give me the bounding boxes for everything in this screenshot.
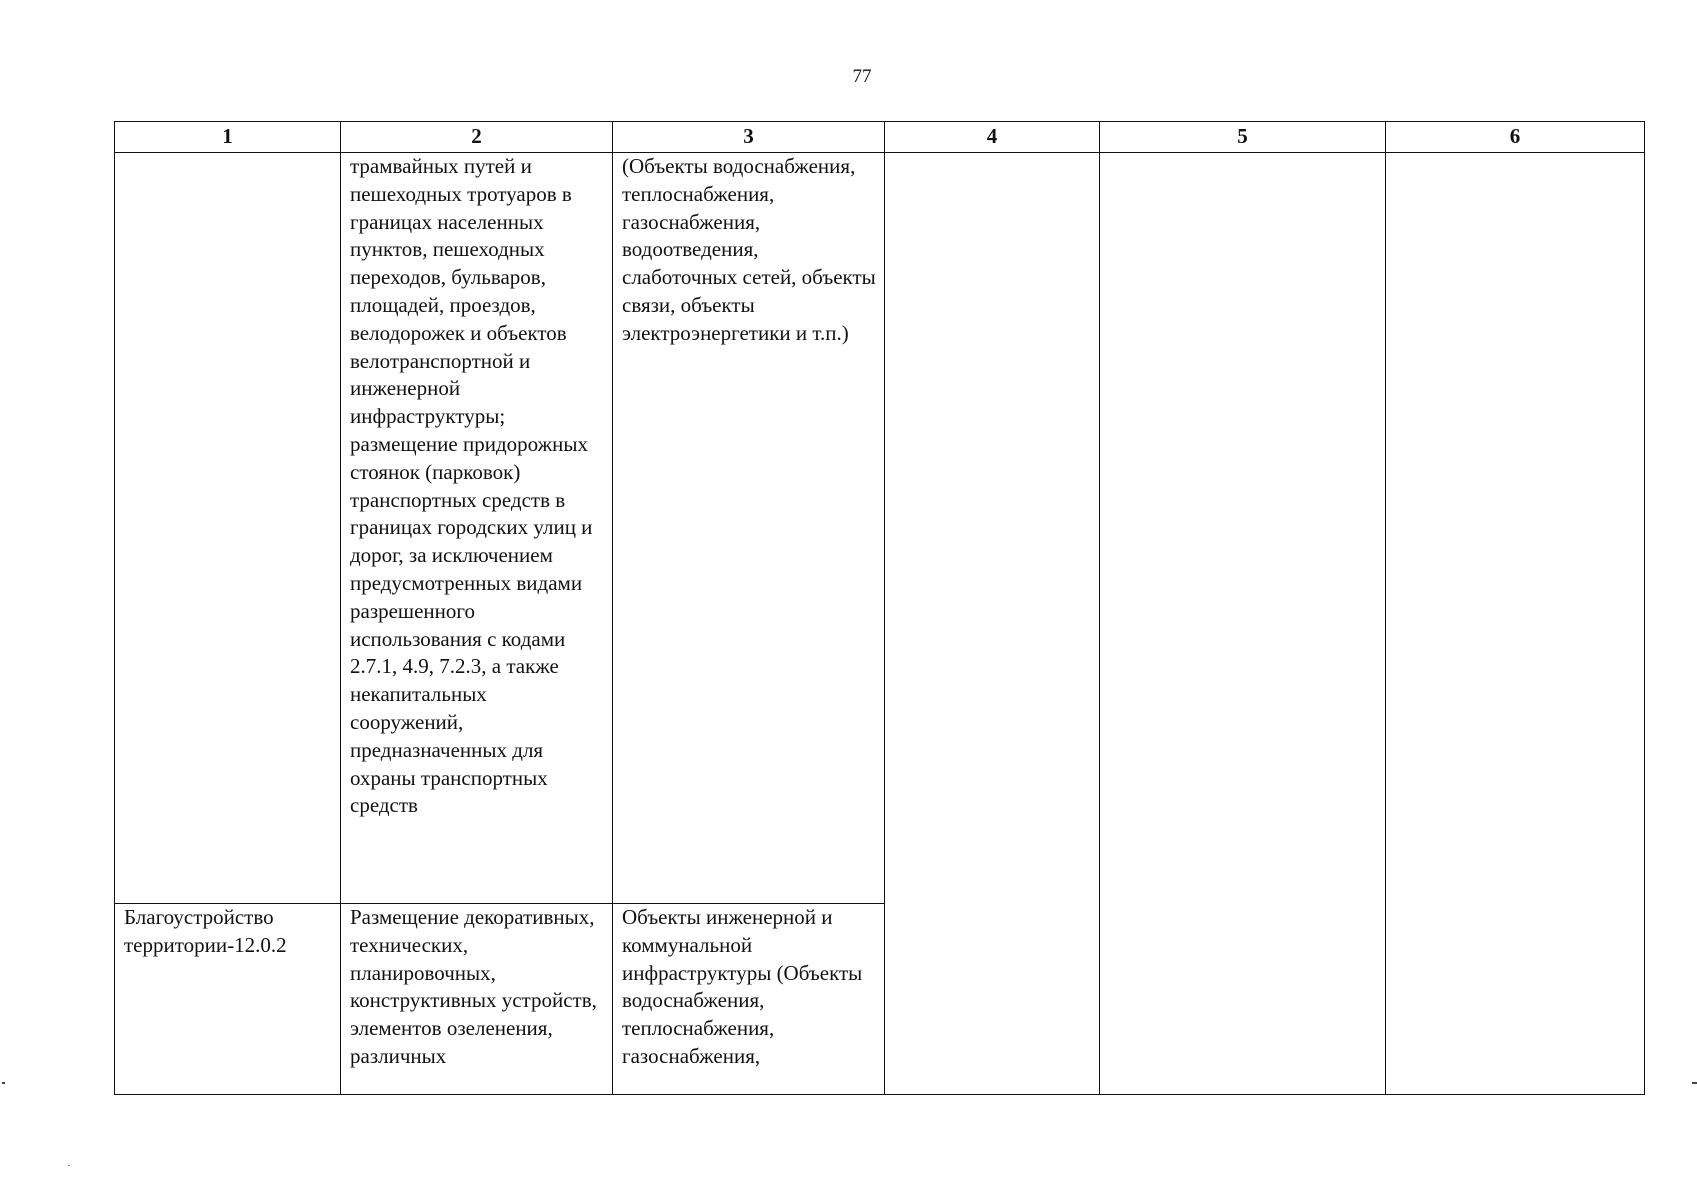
table-cell-description: Размещение декоративных, технических, планировочных, конструктивных устройств, элементов озеленения, различных [341,904,613,1095]
table-cell-objects: (Объекты водоснабжения, теплоснабжения, газоснабжения, водоотведения, слаботочных сетей, объекты связи, объекты электроэнергетики и т.п.) [613,153,885,904]
scan-mark [68,1165,70,1166]
permitted-use-table [114,121,1645,1095]
header-col-1: 1 [115,122,341,153]
table-row [115,153,1645,904]
header-col-4: 4 [885,122,1100,153]
table-cell-use-type [115,153,341,904]
table-cell-col6 [1386,153,1645,1095]
table-cell-col5 [1100,153,1386,1095]
header-col-6: 6 [1386,122,1645,153]
header-col-3: 3 [613,122,885,153]
scan-mark [1692,1082,1697,1084]
table-cell-objects: Объекты инженерной и коммунальной инфраструктуры (Объекты водоснабжения, теплоснабжения, газоснабжения, [613,904,885,1095]
header-col-5: 5 [1100,122,1386,153]
table-cell-col4 [885,153,1100,1095]
table-cell-use-type: Благоустройство территории-12.0.2 [115,904,341,1095]
scan-mark [2,1082,5,1084]
table-cell-description: трамвайных путей и пешеходных тротуаров в границах населенных пунктов, пешеходных переходов, бульваров, площадей, проездов, велодорожек и объектов велотранспортной и инженерной инфраструктуры; размещение придорожных стоянок (парковок) транспортных средств в границах городских улиц и дорог, за исключением предусмотренных видами разрешенного использования с кодами 2.7.1, 4.9, 7.2.3, а также некапитальных сооружений, предназначенных для охраны транспортных средств [341,153,613,904]
page-number: 77 [852,66,872,87]
header-row [115,122,1645,153]
header-col-2: 2 [341,122,613,153]
